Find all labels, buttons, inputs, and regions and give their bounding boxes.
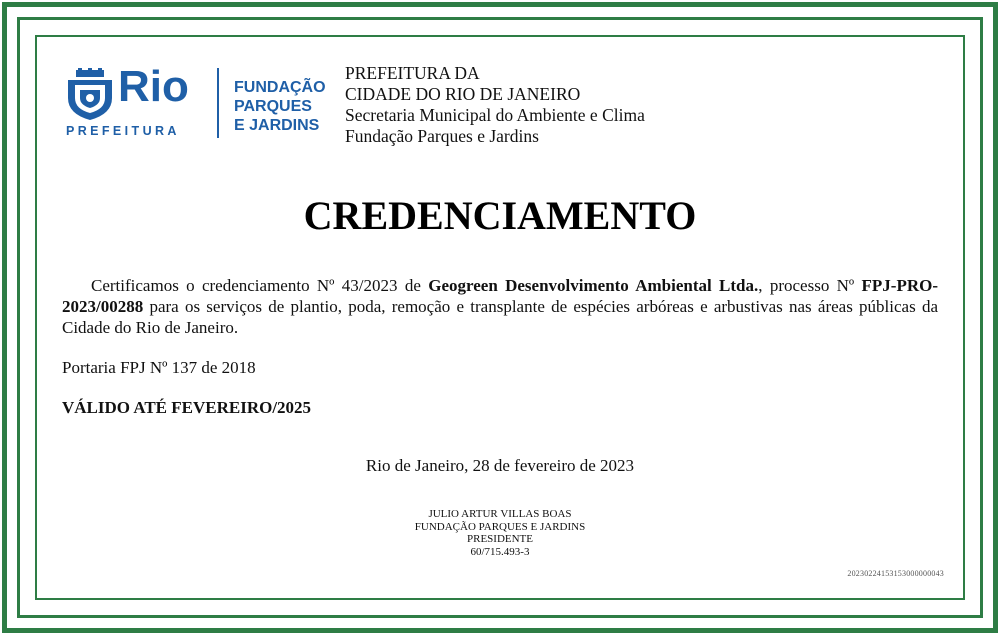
prefeitura-wordmark: PREFEITURA [66, 124, 180, 138]
header-line: Fundação Parques e Jardins [345, 126, 539, 146]
fundacao-line: PARQUES [234, 98, 312, 115]
rio-coat-of-arms-icon [66, 68, 114, 120]
document-title: CREDENCIAMENTO [303, 193, 697, 238]
validity-statement: VÁLIDO ATÉ FEVEREIRO/2025 [62, 398, 312, 417]
header-line: CIDADE DO RIO DE JANEIRO [345, 84, 581, 104]
signatory-role: PRESIDENTE [467, 533, 533, 545]
prefeitura-rio-fpj-logo [62, 62, 332, 146]
body-mid: , processo Nº [758, 276, 862, 295]
header-line: PREFEITURA DA [345, 63, 480, 83]
body-rest: para os serviços de plantio, poda, remoção e transplante de espécies arbóreas e arbustivas nas áreas públicas da Cidade do Rio de Janeiro. [62, 297, 938, 337]
certification-paragraph [62, 275, 938, 338]
fundacao-wordmark [234, 78, 326, 135]
portaria-reference: Portaria FPJ Nº 137 de 2018 [62, 358, 256, 377]
issuer-header [345, 63, 645, 147]
place-and-date: Rio de Janeiro, 28 de fevereiro de 2023 [365, 456, 635, 475]
signatory-block [0, 508, 1000, 558]
body-intro: Certificamos o credenciamento Nº 43/2023 de [91, 276, 429, 295]
process-number: FPJ-PRO-2023/00288 [62, 276, 939, 316]
document-code: 20230224153153000000043 [847, 569, 944, 578]
signatory-registration: 60/715.493-3 [470, 545, 530, 558]
rio-wordmark: Rio [118, 62, 189, 111]
fundacao-line: FUNDAÇÃO [234, 79, 326, 96]
signatory-org: FUNDAÇÃO PARQUES E JARDINS [414, 520, 586, 533]
company-name: Geogreen Desenvolvimento Ambiental Ltda. [428, 276, 759, 295]
signatory-name: JULIO ARTUR VILLAS BOAS [428, 508, 572, 520]
header-line: Secretaria Municipal do Ambiente e Clima [345, 105, 645, 125]
logo-divider [217, 68, 219, 138]
fundacao-line: E JARDINS [234, 117, 320, 134]
